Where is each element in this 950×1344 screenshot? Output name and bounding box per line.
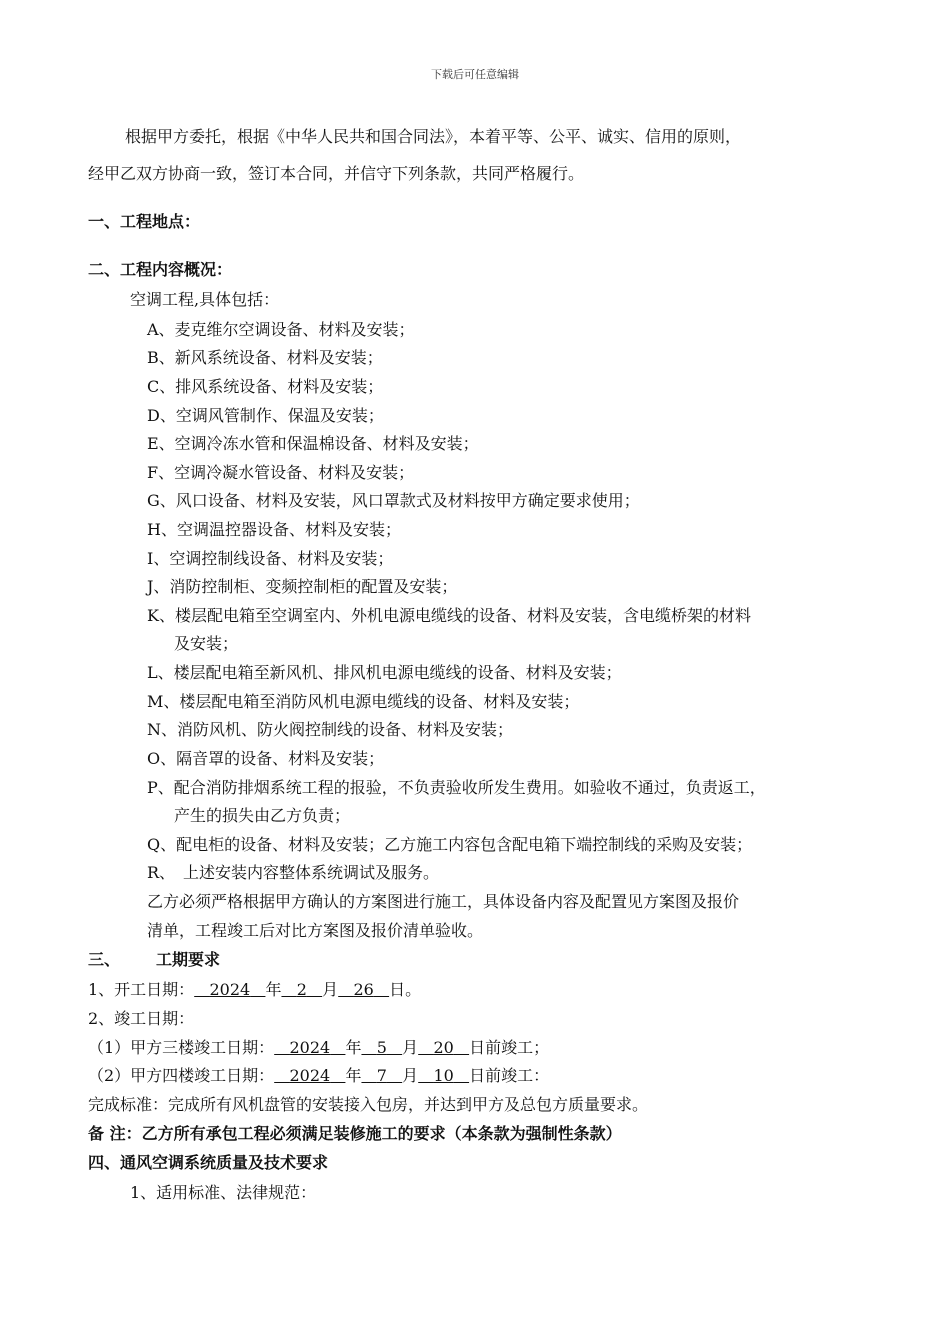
start-day-field: 26 [353,980,374,999]
month-unit: 月 [402,1066,419,1085]
finish-date-3f-line [88,1038,549,1058]
f2-year-field: 2024 [289,1066,331,1085]
completion-standard: 完成标准：完成所有风机盘管的安装接入包房，并达到甲方及总包方质量要求。 [88,1095,649,1114]
intro-line-1: 根据甲方委托，根据《中华人民共和国合同法》，本着平等、公平、诚实、信用的原则， [125,127,742,146]
f1-year-field: 2024 [289,1038,331,1057]
start-end-mark: 。 [405,980,422,999]
section-4-title: 四、通风空调系统质量及技术要求 [88,1153,329,1172]
month-unit: 月 [322,980,339,999]
section-1-title: 一、工程地点： [88,212,201,231]
start-date-line [88,980,421,1000]
list-item-q: Q、配电柜的设备、材料及安装；乙方施工内容包含配电箱下端控制线的采购及安装； [147,835,753,854]
year-unit: 年 [345,1066,362,1085]
finish-date-label: 2、竣工日期： [88,1009,195,1028]
list-item-i: I、空调控制线设备、材料及安装； [147,549,394,568]
section-3-title [88,950,220,970]
remark-mandatory: 备 注：乙方所有承包工程必须满足装修施工的要求（本条款为强制性条款） [88,1124,622,1143]
list-item-c: C、排风系统设备、材料及安装； [147,377,384,396]
section-2-note-1: 乙方必须严格根据甲方确认的方案图进行施工，具体设备内容及配置见方案图及报价 [147,892,740,911]
f1-end: 日前竣工； [469,1038,550,1057]
list-item-n: N、消防风机、防火阀控制线的设备、材料及安装； [147,720,514,739]
page-header: 下载后可任意编辑 [431,68,519,81]
list-item-m: M、楼层配电箱至消防风机电源电缆线的设备、材料及安装； [147,692,580,711]
section-2-title: 二、工程内容概况： [88,260,233,279]
day-unit: 日 [389,980,406,999]
start-year-field: 2024 [209,980,251,999]
section-2-lead: 空调工程,具体包括： [130,290,280,309]
list-item-k: K、楼层配电箱至空调室内、外机电源电缆线的设备、材料及安装，含电缆桥架的材料 [147,606,751,625]
list-item-d: D、空调风管制作、保温及安装； [147,406,384,425]
list-item-l: L、楼层配电箱至新风机、排风机电源电缆线的设备、材料及安装； [147,663,622,682]
list-item-f: F、空调冷凝水管设备、材料及安装； [147,463,415,482]
list-item-a: A、麦克维尔空调设备、材料及安装； [147,320,415,339]
list-item-h: H、空调温控器设备、材料及安装； [147,520,401,539]
list-item-g: G、风口设备、材料及安装，风口罩款式及材料按甲方确定要求使用； [147,491,640,510]
finish-date-4f-label: （2）甲方四楼竣工日期： [88,1066,275,1085]
f2-day-field: 10 [433,1066,454,1085]
finish-date-4f-line [88,1066,549,1086]
section-3-number: 三、 [88,950,121,969]
list-item-b: B、新风系统设备、材料及安装； [147,348,383,367]
f2-end: 日前竣工： [469,1066,550,1085]
section-3-title-text: 工期要求 [156,950,221,969]
section-2-note-2: 清单，工程竣工后对比方案图及报价清单验收。 [147,921,484,940]
list-item-j: J、消防控制柜、变频控制柜的配置及安装； [147,577,458,596]
start-month-field: 2 [296,980,307,999]
start-date-label: 1、开工日期： [88,980,195,999]
list-item-o: O、隔音罩的设备、材料及安装； [147,749,385,768]
list-item-k-cont: 及安装； [174,634,239,653]
intro-line-2: 经甲乙双方协商一致，签订本合同，并信守下列条款，共同严格履行。 [88,164,585,183]
list-item-r: R、 上述安装内容整体系统调试及服务。 [147,863,440,882]
list-item-p: P、配合消防排烟系统工程的报验，不负责验收所发生费用。如验收不通过，负责返工， [147,778,766,797]
finish-date-3f-label: （1）甲方三楼竣工日期： [88,1038,275,1057]
year-unit: 年 [345,1038,362,1057]
f2-month-field: 7 [376,1066,387,1085]
f1-day-field: 20 [433,1038,454,1057]
list-item-e: E、空调冷冻水管和保温棉设备、材料及安装； [147,434,479,453]
year-unit: 年 [265,980,282,999]
section-4-item-1: 1、适用标准、法律规范： [130,1183,317,1202]
list-item-p-cont: 产生的损失由乙方负责； [174,806,351,825]
f1-month-field: 5 [376,1038,387,1057]
month-unit: 月 [402,1038,419,1057]
